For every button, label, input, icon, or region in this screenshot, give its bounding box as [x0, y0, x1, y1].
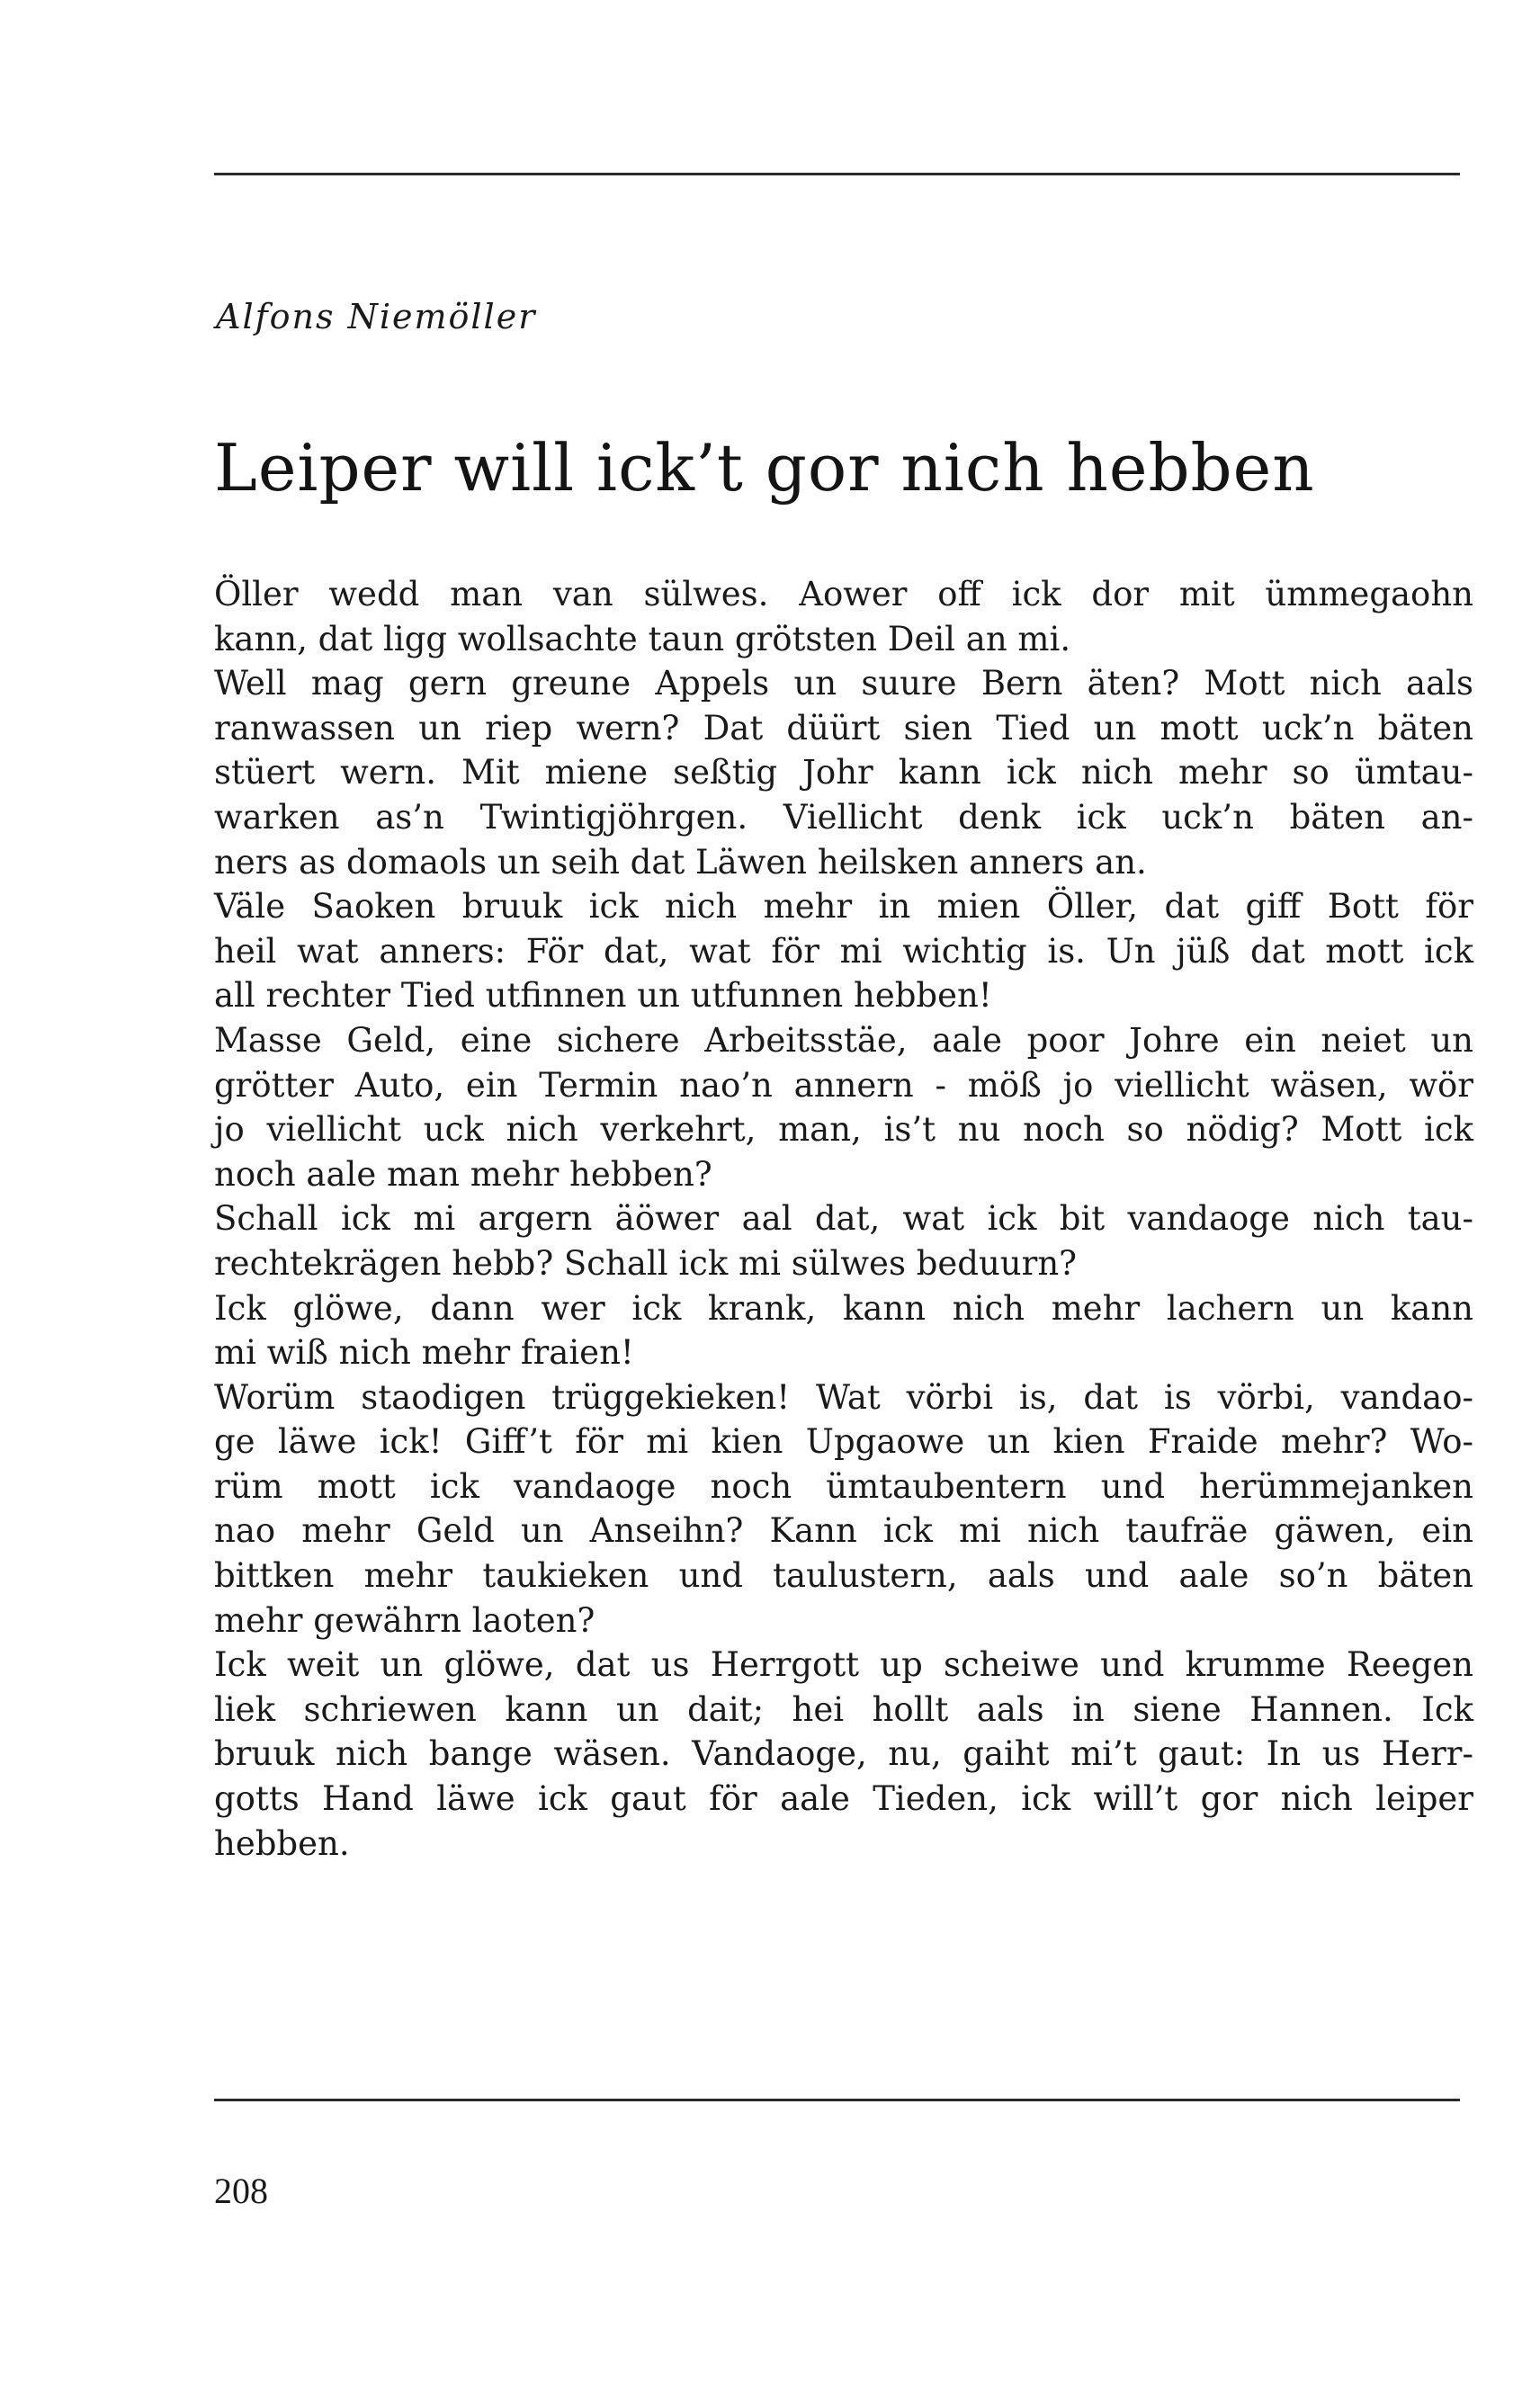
text-line: warken as’n Twintigjöhrgen. Viellicht denk ick uck’n bäten an-: [214, 797, 1473, 837]
text-line: stüert wern. Mit miene seßtig Johr kann ick nich mehr so ümtau-: [214, 753, 1473, 793]
text-line: Ick glöwe, dann wer ick krank, kann nich mehr lachern un kann: [214, 1288, 1473, 1328]
text-line: ners as domaols un seih dat Läwen heilsken anners an.: [214, 842, 1147, 882]
text-line: gotts Hand läwe ick gaut för aale Tieden, ick will’t gor nich leiper: [214, 1779, 1473, 1819]
text-line: Worüm staodigen trüggekieken! Wat vörbi is, dat is vörbi, vandao-: [214, 1377, 1473, 1417]
text-line: Ick weit un glöwe, dat us Herrgott up scheiwe und krumme Reegen: [214, 1645, 1473, 1685]
text-line: grötter Auto, ein Termin nao’n annern - möß jo viellicht wäsen, wör: [214, 1065, 1473, 1105]
text-line: Masse Geld, eine sichere Arbeitsstäe, aale poor Johre ein neiet un: [214, 1020, 1473, 1060]
text-line: mi wiß nich mehr fraien!: [214, 1333, 634, 1373]
text-line: Väle Saoken bruuk ick nich mehr in mien Öller, dat giff Bott för: [214, 887, 1473, 927]
author-name: Alfons Niemöller: [216, 297, 537, 336]
body-text: [214, 572, 1473, 1866]
text-line: noch aale man mehr hebben?: [214, 1154, 712, 1194]
text-line: liek schriewen kann un dait; hei hollt aals in siene Hannen. Ick: [214, 1689, 1473, 1729]
text-line: ranwassen un riep wern? Dat düürt sien Tied un mott uck’n bäten: [214, 708, 1473, 748]
text-line: rechtekrägen hebb? Schall ick mi sülwes beduurn?: [214, 1243, 1077, 1283]
text-line: bittken mehr taukieken und taulustern, aals und aale so’n bäten: [214, 1556, 1473, 1596]
page-number: 208: [214, 2171, 268, 2211]
text-line: bruuk nich bange wäsen. Vandaoge, nu, gaiht mi’t gaut: In us Herr-: [214, 1734, 1473, 1774]
text-line: mehr gewährn laoten?: [214, 1600, 595, 1640]
text-line: heil wat anners: För dat, wat för mi wichtig is. Un jüß dat mott ick: [214, 931, 1473, 971]
text-line: nao mehr Geld un Anseihn? Kann ick mi nich taufräe gäwen, ein: [214, 1511, 1473, 1551]
bottom-rule: [214, 2099, 1460, 2101]
text-line: hebben.: [214, 1823, 350, 1863]
text-line: ge läwe ick! Giff’t för mi kien Upgaowe un kien Fraide mehr? Wo-: [214, 1422, 1473, 1462]
text-line: jo viellicht uck nich verkehrt, man, is’t nu noch so nödig? Mott ick: [214, 1110, 1473, 1150]
text-line: rüm mott ick vandaoge noch ümtaubentern und herümmejanken: [214, 1466, 1473, 1506]
text-line: Well mag gern greune Appels un suure Bern äten? Mott nich aals: [214, 664, 1473, 703]
text-line: all rechter Tied utfinnen un utfunnen hebben!: [214, 976, 992, 1016]
text-line: Öller wedd man van sülwes. Aower off ick dor mit ümmegaohn: [214, 575, 1473, 613]
text-line: Schall ick mi argern äöwer aal dat, wat ick bit vandaoge nich tau-: [214, 1199, 1473, 1239]
top-rule: [214, 173, 1460, 175]
page-title: Leiper will ick’t gor nich hebben: [214, 430, 1315, 506]
text-line: kann, dat ligg wollsachte taun grötsten Deil an mi.: [214, 619, 1071, 658]
